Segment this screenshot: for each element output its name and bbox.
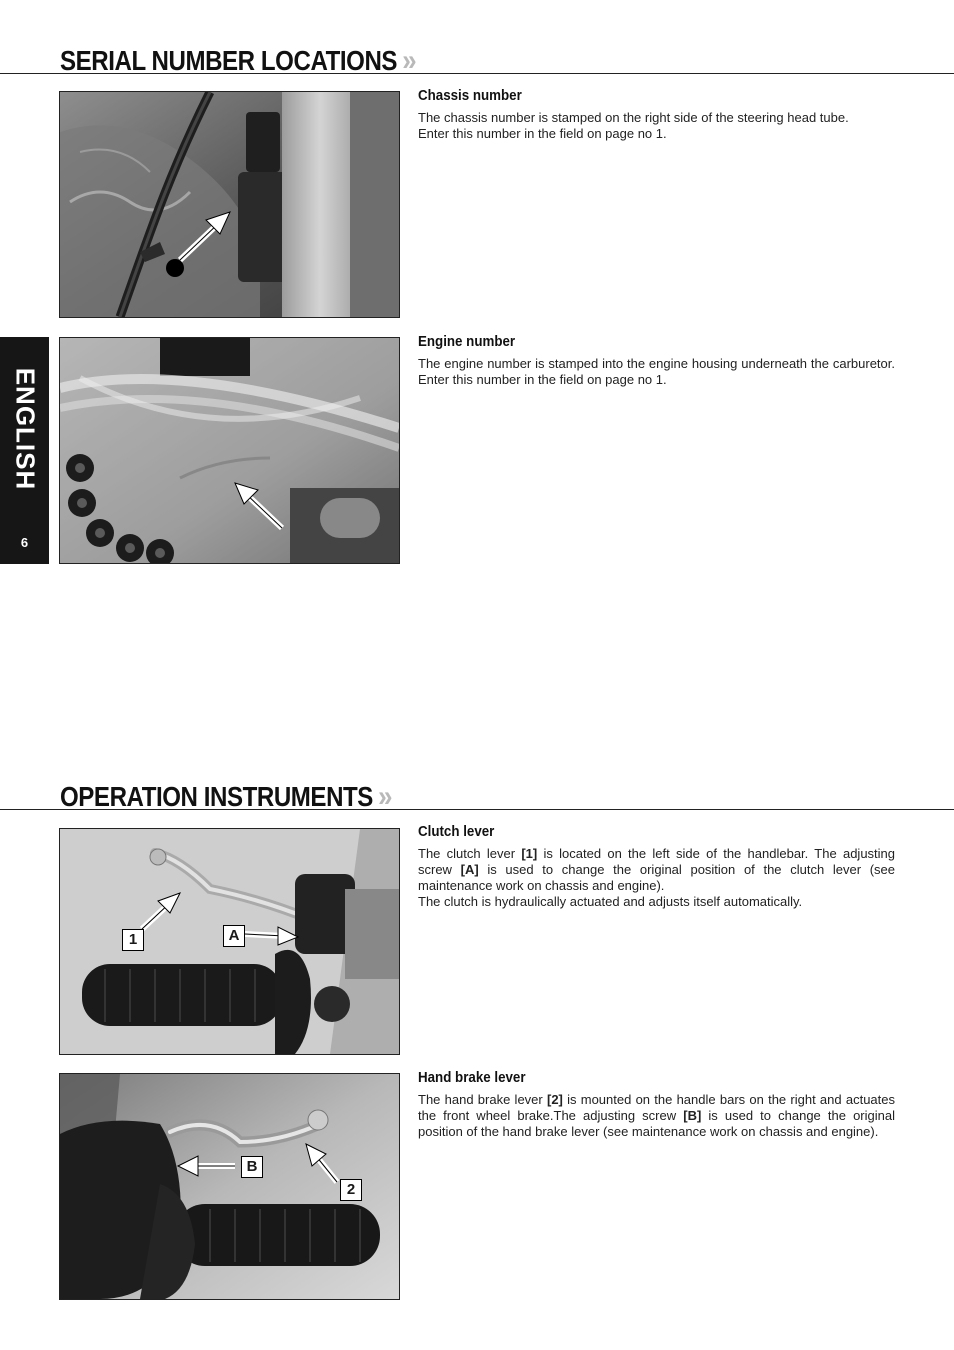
ref-1: [1] (521, 846, 538, 861)
engine-number-block (418, 334, 895, 388)
chassis-number-heading: Chassis number (418, 88, 522, 104)
chevron-icon: » (402, 44, 417, 77)
chassis-number-line-1: The chassis number is stamped on the right side of the steering head tube. (418, 110, 849, 125)
ref-2: [2] (546, 1092, 563, 1107)
chassis-number-photo (59, 91, 400, 318)
callout-label-a: A (223, 925, 245, 947)
divider (0, 73, 954, 74)
clutch-lever-text: The clutch lever [1] is located on the left side of the handlebar. The adjusting screw [A] is used to change the original position of the clutch lever (see maintenance work on chassis and engine). The clutch is hydraulically actuated and adjusts itself automatically. (418, 846, 896, 909)
engine-number-text: The engine number is stamped into the engine housing underneath the carburetor. Enter this number in the field on page no 1. (418, 356, 895, 387)
hand-brake-lever-heading: Hand brake lever (418, 1070, 526, 1086)
hand-brake-lever-block (418, 1070, 895, 1140)
chassis-number-line-2: Enter this number in the field on page no 1. (418, 126, 667, 141)
chassis-number-text (418, 110, 895, 142)
callout-label-2: 2 (340, 1179, 362, 1201)
clutch-lever-heading: Clutch lever (418, 824, 495, 840)
callout-label-1: 1 (122, 929, 144, 951)
section-title-serial-text: SERIAL NUMBER LOCATIONS (60, 45, 398, 76)
ref-a: [A] (460, 862, 479, 877)
divider (0, 809, 954, 810)
callout-label-b: B (241, 1156, 263, 1178)
ref-b: [B] (683, 1108, 702, 1123)
engine-number-photo (59, 337, 400, 564)
language-tab (0, 337, 49, 564)
language-label: ENGLISH (10, 367, 40, 491)
hand-brake-lever-photo (59, 1073, 400, 1300)
clutch-lever-photo (59, 828, 400, 1055)
chevron-icon: » (378, 780, 393, 813)
clutch-lever-block (418, 824, 895, 910)
chassis-number-block (418, 88, 895, 142)
section-title-operation-text: OPERATION INSTRUMENTS (60, 781, 373, 812)
engine-number-heading: Engine number (418, 334, 516, 350)
page-number: 6 (20, 535, 29, 550)
hand-brake-lever-text: The hand brake lever [2] is mounted on the handle bars on the right and actuates the front wheel brake.The adjusting screw [B] is used to change the original position of the hand brake lever (see maintenance work on chassis and engine). (418, 1092, 895, 1139)
